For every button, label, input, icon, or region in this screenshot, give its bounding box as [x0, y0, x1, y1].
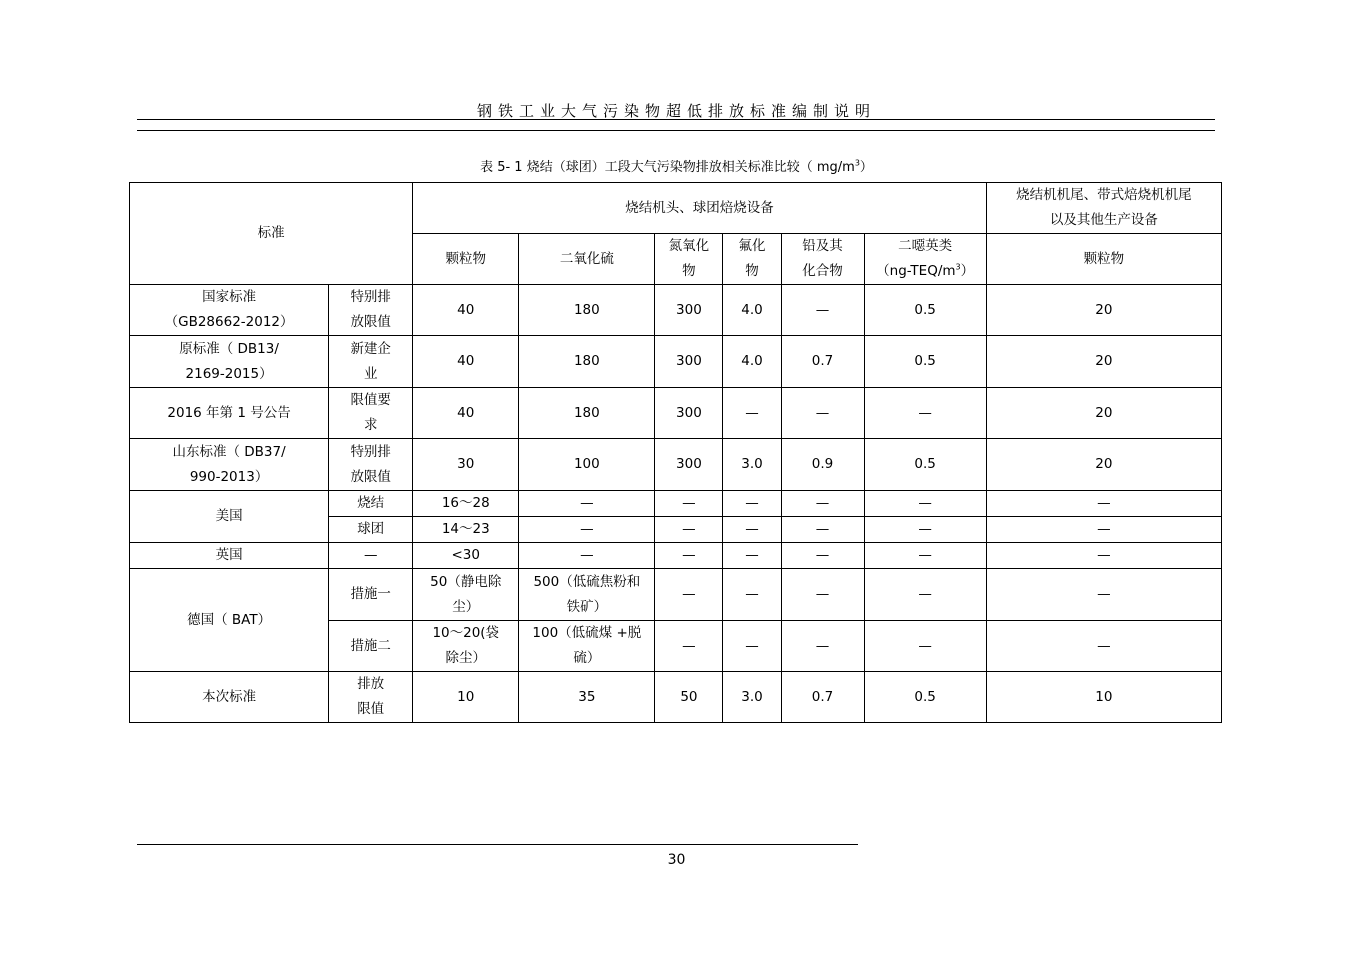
row-standard-name-line2: 2169-2015）	[185, 365, 273, 382]
row-standard-name-line2: （GB28662-2012）	[164, 314, 294, 330]
row-sub-label-line1: 特别排	[350, 289, 391, 305]
cell-nox: 300	[655, 336, 723, 388]
header-group-head-equipment: 烧结机头、球团焙烧设备	[413, 183, 987, 234]
caption-unit-sup: 3	[854, 158, 860, 168]
table-caption	[0, 156, 1353, 175]
row-sub-label-line2: 求	[363, 417, 378, 433]
row-standard-name	[130, 285, 329, 336]
cell-dioxin: —	[864, 491, 986, 517]
cell-pm-tail: —	[986, 517, 1221, 543]
table-row	[130, 672, 1222, 723]
cell-fluoride: —	[723, 517, 781, 543]
cell-nox: 50	[655, 672, 723, 723]
cell-dioxin: 0.5	[864, 439, 986, 491]
col-header-nox-line1: 氮氧化	[668, 238, 710, 254]
row-standard-name-line1: 国家标准	[202, 289, 257, 305]
col-header-nox-line2: 物	[682, 263, 696, 279]
cell-dioxin: 0.5	[864, 285, 986, 336]
cell-pm-line1: 10～20(袋	[432, 625, 500, 641]
cell-fluoride: —	[723, 388, 781, 439]
header-group-tail-line2: 以及其他生产设备	[1049, 212, 1158, 228]
row-sub-label-line2: 业	[363, 365, 378, 382]
row-sub-label-line2: 限值	[357, 701, 385, 717]
cell-dioxin: —	[864, 543, 986, 569]
table-row	[130, 439, 1222, 491]
cell-fluoride: 4.0	[723, 285, 781, 336]
col-header-fluoride-line1: 氟化	[738, 238, 766, 254]
row-sub-label: 措施二	[329, 621, 413, 672]
cell-fluoride: 4.0	[723, 336, 781, 388]
cell-pm-tail: —	[986, 543, 1221, 569]
dioxin-unit-close: ）	[960, 263, 975, 279]
row-sub-label	[329, 439, 413, 491]
cell-so2: 100	[519, 439, 655, 491]
col-header-nox	[655, 234, 723, 285]
col-header-lead-line1: 铅及其	[802, 238, 843, 254]
table-row	[130, 543, 1222, 569]
cell-pm-tail: 20	[986, 388, 1221, 439]
cell-lead: —	[781, 621, 864, 672]
row-sub-label-line1: 排放	[357, 676, 385, 692]
table-row	[130, 491, 1222, 517]
cell-pm: 10	[413, 672, 519, 723]
header-rule-secondary	[137, 130, 1215, 131]
row-sub-label-line1: 特别排	[350, 443, 391, 460]
cell-so2: 180	[519, 285, 655, 336]
cell-nox: —	[655, 543, 723, 569]
cell-so2: 180	[519, 388, 655, 439]
cell-pm-line2: 除尘）	[445, 650, 486, 666]
cell-fluoride: —	[723, 491, 781, 517]
standards-comparison-table	[129, 182, 1222, 723]
cell-lead: —	[781, 543, 864, 569]
cell-lead: —	[781, 491, 864, 517]
cell-nox: 300	[655, 285, 723, 336]
cell-nox: —	[655, 621, 723, 672]
row-standard-name: 本次标准	[130, 672, 329, 723]
row-standard-name: 美国	[130, 491, 329, 543]
cell-pm-tail: —	[986, 569, 1221, 621]
col-header-so2: 二氧化硫	[519, 234, 655, 285]
cell-pm-tail: —	[986, 621, 1221, 672]
row-standard-name: 2016 年第 1 号公告	[130, 388, 329, 439]
table-row	[130, 569, 1222, 621]
cell-nox: —	[655, 491, 723, 517]
row-standard-name: 德国（ BAT）	[130, 569, 329, 672]
row-standard-name-line1: 原标准（ DB13/	[179, 340, 279, 357]
header-standard: 标准	[130, 183, 413, 285]
row-sub-label	[329, 285, 413, 336]
cell-lead: —	[781, 285, 864, 336]
table-row	[130, 285, 1222, 336]
row-sub-label-line2: 放限值	[350, 468, 391, 485]
row-standard-name: 英国	[130, 543, 329, 569]
cell-so2	[519, 569, 655, 621]
cell-pm-tail: 10	[986, 672, 1221, 723]
row-sub-label: 球团	[329, 517, 413, 543]
row-standard-name-line1: 山东标准（ DB37/	[172, 443, 286, 460]
cell-dioxin: 0.5	[864, 672, 986, 723]
cell-pm-line2: 尘）	[452, 598, 480, 615]
cell-so2: 180	[519, 336, 655, 388]
caption-text: 表 5- 1 烧结（球团）工段大气污染物排放相关标准比较（ mg/m	[480, 160, 855, 175]
cell-pm	[413, 621, 519, 672]
cell-fluoride: —	[723, 543, 781, 569]
cell-pm-tail: 20	[986, 439, 1221, 491]
cell-pm: 40	[413, 285, 519, 336]
cell-fluoride: —	[723, 621, 781, 672]
col-header-lead-line2: 化合物	[802, 263, 843, 279]
cell-lead: 0.7	[781, 336, 864, 388]
row-sub-label-line1: 新建企	[350, 340, 391, 357]
header-group-tail-equipment	[986, 183, 1221, 234]
cell-nox: —	[655, 569, 723, 621]
cell-so2: —	[519, 543, 655, 569]
row-sub-label-line1: 限值要	[350, 392, 391, 408]
page-number: 30	[667, 852, 686, 868]
table-row	[130, 388, 1222, 439]
cell-so2: 35	[519, 672, 655, 723]
cell-pm-tail: 20	[986, 336, 1221, 388]
row-standard-name-line2: 990-2013）	[189, 468, 269, 485]
cell-so2-line2: 铁矿）	[566, 598, 608, 615]
cell-fluoride: 3.0	[723, 439, 781, 491]
row-standard-name	[130, 439, 329, 491]
cell-lead: 0.7	[781, 672, 864, 723]
cell-pm: 14～23	[413, 517, 519, 543]
cell-dioxin: —	[864, 388, 986, 439]
cell-pm: 40	[413, 388, 519, 439]
row-sub-label-line2: 放限值	[350, 314, 391, 330]
cell-pm: <30	[413, 543, 519, 569]
cell-fluoride: —	[723, 569, 781, 621]
cell-so2: —	[519, 491, 655, 517]
document-header-title: 钢铁工业大气污染物超低排放标准编制说明	[476, 102, 876, 120]
cell-pm: 40	[413, 336, 519, 388]
cell-so2: —	[519, 517, 655, 543]
cell-fluoride: 3.0	[723, 672, 781, 723]
cell-dioxin: —	[864, 517, 986, 543]
footer-rule	[137, 844, 858, 845]
cell-so2-line2: 硫）	[573, 650, 601, 666]
col-header-dioxin-line1: 二噁英类	[898, 238, 953, 254]
cell-lead: —	[781, 388, 864, 439]
cell-pm-tail: —	[986, 491, 1221, 517]
col-header-dioxin-line2	[868, 259, 983, 284]
row-standard-name	[130, 336, 329, 388]
col-header-fluoride	[723, 234, 781, 285]
row-sub-label: 烧结	[329, 491, 413, 517]
cell-nox: 300	[655, 439, 723, 491]
cell-lead: —	[781, 569, 864, 621]
row-sub-label	[329, 336, 413, 388]
header-group-tail-line1: 烧结机机尾、带式焙烧机机尾	[1016, 187, 1192, 203]
row-sub-label	[329, 388, 413, 439]
col-header-dioxin	[864, 234, 986, 285]
table-row	[130, 336, 1222, 388]
row-sub-label: —	[329, 543, 413, 569]
caption-close: ）	[859, 160, 873, 175]
cell-dioxin: —	[864, 569, 986, 621]
cell-pm-tail: 20	[986, 285, 1221, 336]
cell-lead: —	[781, 517, 864, 543]
cell-lead: 0.9	[781, 439, 864, 491]
cell-nox: 300	[655, 388, 723, 439]
cell-pm: 16～28	[413, 491, 519, 517]
col-header-pm: 颗粒物	[413, 234, 519, 285]
col-header-lead	[781, 234, 864, 285]
cell-so2-line1: 100（低硫煤 +脱	[532, 625, 642, 641]
dioxin-unit-sup: 3	[955, 262, 961, 272]
col-header-pm-tail: 颗粒物	[986, 234, 1221, 285]
cell-pm: 30	[413, 439, 519, 491]
cell-dioxin: 0.5	[864, 336, 986, 388]
cell-pm	[413, 569, 519, 621]
row-sub-label: 措施一	[329, 569, 413, 621]
cell-pm-line1: 50（静电除	[430, 573, 502, 590]
cell-nox: —	[655, 517, 723, 543]
row-sub-label	[329, 672, 413, 723]
header-rule	[137, 119, 1215, 120]
cell-so2-line1: 500（低硫焦粉和	[533, 573, 641, 590]
cell-dioxin: —	[864, 621, 986, 672]
col-header-fluoride-line2: 物	[745, 263, 759, 279]
dioxin-unit: （ng-TEQ/m	[876, 263, 956, 279]
cell-so2	[519, 621, 655, 672]
